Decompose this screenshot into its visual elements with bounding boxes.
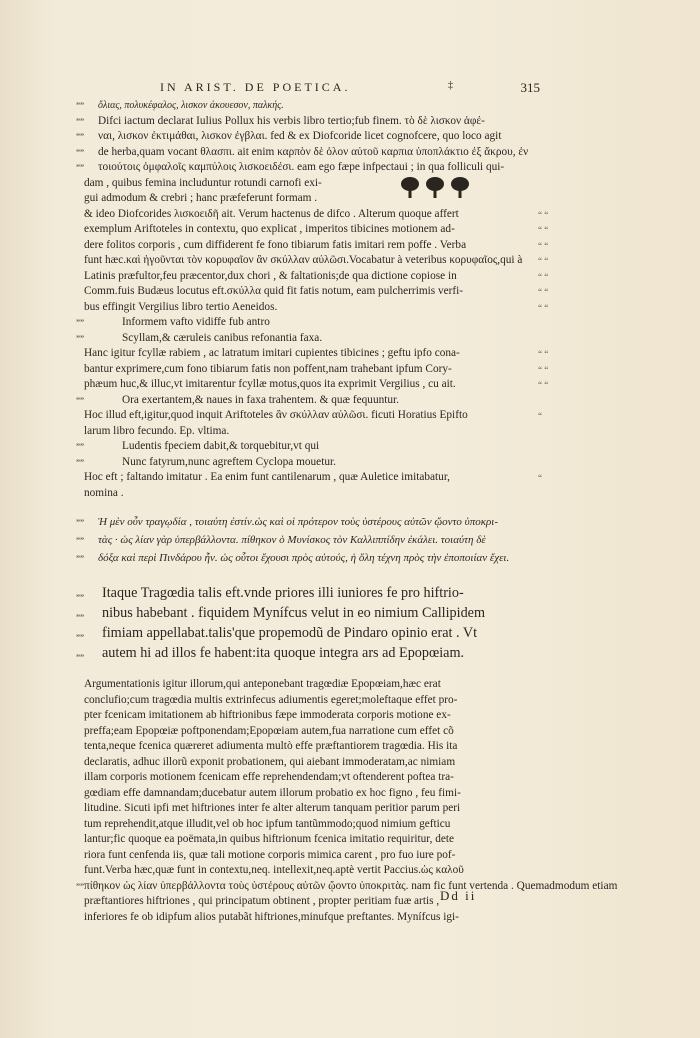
quote-marker: ”” [76, 653, 84, 663]
page-body [76, 98, 618, 925]
line-text: Informem vafto vidiffe fub antro [122, 316, 270, 328]
text-line [78, 176, 548, 192]
commentary-block-2 [76, 677, 618, 925]
quote-marker: ”” [76, 518, 84, 528]
right-marker: “ “ [538, 364, 549, 375]
signature-mark: Dd ii [440, 888, 477, 903]
latin-line [78, 623, 548, 643]
quote-marker: ”” [76, 442, 84, 452]
line-text: gœdiam effe damnandam;ducebatur autem illorum probatio ex hoc figno , feu fimi- [84, 786, 461, 799]
right-marker: “ “ [538, 271, 549, 282]
line-text: preffa;eam Epopœiæ poftponendam;Epopœiam autem,fua narratione cum effet cõ [84, 724, 454, 737]
line-text: de herba,quam vocant θλασπι. ait enim καρπὸν δὲ ὀλον αὐτοῦ καρπια ὑποπλάκτιο ἐξ ἄκρου, ἐν [98, 145, 529, 158]
text-line [78, 222, 548, 238]
line-text: Comm.fuis Budæus locutus eft.σκύλλα quid fit fatis notum, eam pulcherrimis verfi- [84, 285, 464, 297]
line-text: funt.Verba hæc,quæ funt in contextu,neq. intellexit,neq.aptè vertit Paccius.ὡς καλοῦ [84, 864, 464, 876]
running-header [160, 80, 540, 100]
latin-line [78, 643, 548, 663]
text-line [78, 238, 548, 254]
line-text: bantur exprimere,cum fono tibiarum fatis non poffent,nam trahebant ipfum Cory- [84, 362, 452, 375]
quote-marker: ”” [76, 101, 84, 111]
quote-marker: ”” [76, 613, 84, 623]
commentary-block-1 [78, 98, 548, 501]
quote-marker: ”” [76, 318, 84, 328]
quote-marker: ”” [76, 147, 84, 158]
quote-marker: ”” [76, 593, 84, 603]
running-title: IN ARIST. DE POETICA. [160, 80, 351, 94]
text-line [78, 393, 548, 409]
line-text: præftantiores hiftriones , qui principatum obtinent , propter peritiam fuæ artis , [84, 895, 440, 907]
right-marker: “ “ [538, 256, 549, 266]
line-text: tum reprehendit,atque illudit,vel ob hoc ipfum tantũmmodo;quod nimium gefticu [84, 817, 451, 830]
text-line [78, 786, 548, 802]
text-line [78, 377, 548, 393]
text-line [78, 315, 548, 331]
line-text: lantur;fic quoque ea poëmata,in quibus hiftrionum fcenica imitatio requiritur, dete [84, 833, 455, 845]
greek-line [78, 551, 548, 569]
text-line [78, 284, 548, 300]
line-text: tenta,neque fcenica quæreret adiumenta multò effe præftantiorem tragœdia. His ita [84, 740, 458, 752]
line-text: inferiores fe ob idipfum alios putabãt hiftriones,minufque preftantes. Mynífcus igi- [84, 910, 459, 923]
line-text: τοιούτοις ὀμφαλοῖς καμπύλοις λισκοειδέσι. eam ego fæpe infpectaui ; in qua folliculi qui- [98, 161, 505, 173]
quote-marker: ”” [76, 333, 84, 344]
page-number: 315 [520, 80, 540, 95]
text-line [78, 253, 548, 269]
right-marker: “ “ [538, 380, 549, 390]
text-line [78, 755, 548, 771]
quote-marker: ”” [76, 132, 84, 142]
text-line [78, 739, 548, 755]
line-text: illam corporis motionem fcenicam effe reprehendendam;vt oftenderent poftea tra- [84, 771, 454, 783]
text-line [78, 331, 548, 347]
text-line [78, 486, 548, 502]
text-line [78, 160, 548, 176]
right-marker: “ [538, 411, 542, 421]
line-text: Ora exertantem,& naues in faxa trahentem. & quæ fequuntur. [122, 393, 399, 406]
line-text: gui admodum & crebri ; hanc præfeferunt formam . [84, 192, 318, 204]
text-line [78, 408, 548, 424]
latin-line [78, 583, 548, 603]
right-marker: “ “ [538, 287, 549, 297]
text-line [78, 770, 548, 786]
text-line [78, 439, 548, 455]
line-text: ὅλιας, πολυκέφαλος, λισκον ἀκουεσον, παλκής. [98, 100, 284, 111]
line-text: bus effingit Vergilius libro tertio Aeneidos. [84, 300, 278, 313]
text-line [78, 269, 548, 285]
text-line [78, 910, 548, 926]
text-line [78, 693, 548, 709]
latin-translation-block [78, 583, 548, 663]
text-line [78, 470, 548, 486]
quote-marker: ”” [76, 633, 84, 643]
quote-marker: ”” [76, 457, 84, 468]
quote-marker: ”” [76, 554, 84, 564]
line-text: phæum huc,& illuc,vt imitarentur fcyllæ motus,quos ita exprimit Vergilius , cu ait. [84, 378, 456, 390]
text-line [78, 300, 548, 316]
text-line [78, 362, 548, 378]
text-line [78, 191, 548, 207]
text-line [78, 114, 548, 130]
greek-line [78, 515, 548, 533]
quote-marker: ”” [76, 536, 84, 546]
text-line [78, 724, 548, 740]
text-line [78, 145, 548, 161]
latin-line [78, 603, 548, 623]
text-line [78, 98, 548, 114]
quote-marker: ”” [76, 163, 84, 173]
right-marker: “ “ [538, 302, 549, 313]
line-text: Hoc eft ; faltando imitatur . Ea enim funt cantilenarum , quæ Auletice imitabatur, [84, 471, 450, 483]
line-text: dere folitos corporis , cum diffiderent fe fono tibiarum fatis imitari rem poffe . Verba [84, 238, 467, 251]
text-line [78, 817, 548, 833]
line-text: δόξα καὶ περὶ Πινδάρου ἦν. ὡς οὗτοι ἔχουσι πρὸς αὐτούς, ἡ ὅλη τέχνη πρὸς τὴν ἐποποιίαν ἔχει. [98, 552, 510, 564]
line-text: autem hi ad illos fe habent:ita quoque integra ars ad Epopœiam. [102, 645, 465, 661]
text-line [76, 879, 618, 895]
right-marker: “ “ [538, 240, 549, 251]
line-text: pter fcenicam imitationem ab hiftrionibus fæpe immoderata corporis motione ex- [84, 709, 451, 721]
line-text: dam , quibus femina includuntur rotundi carnofi exi- [84, 176, 322, 189]
right-marker: “ “ [538, 225, 549, 235]
line-text: riora funt cenfenda iis, quæ tali motione corporis mimica carent , pro fuo iure pof- [84, 848, 456, 861]
text-line [78, 346, 548, 362]
line-text: Scyllam,& cæruleis canibus refonantia faxa. [122, 331, 323, 344]
line-text: Hoc illud eft,igitur,quod inquit Ariftoteles ἂν σκύλλαν αὐλῶσι. ficuti Horatius Epifto [84, 409, 468, 421]
line-text: declaratis, adhuc illorũ exponit probationem, qui aiebant immoderatam,ac nimiam [84, 755, 456, 768]
right-marker: “ [538, 473, 542, 483]
line-text: τὰς · ὡς λίαν γὰρ ὑπερβάλλοντα. πίθηκον ὁ Μυνίσκος τὸν Καλλιππίδην ἐκάλει. τοιαύτη δὲ [98, 534, 486, 546]
line-text: Nunc fatyrum,nunc agreftem Cyclopa mouetur. [122, 455, 336, 468]
line-text: exemplum Ariftoteles in contextu, quo explicat , imperitos tibicines motionem ad- [84, 223, 455, 235]
line-text: nibus habebant . fiquidem Mynífcus velut in eo nimium Callipidem [102, 605, 486, 621]
line-text: Latinis præfultor,feu præcentor,dux chori , & faltationis;de qua dictione copiose in [84, 269, 457, 282]
text-line [78, 801, 548, 817]
line-text: larum libro fecundo. Ep. vltima. [84, 424, 230, 437]
header-mark: ‡ [448, 80, 456, 91]
line-text: & ideo Diofcorides λισκοειδῆ ait. Verum hactenus de difco . Alterum quoque affert [84, 207, 459, 220]
text-line [78, 455, 548, 471]
right-marker: “ “ [538, 209, 549, 220]
right-marker: “ “ [538, 349, 549, 359]
line-text: nomina . [84, 486, 124, 499]
greek-text-block [78, 515, 548, 569]
line-text: Ludentis fpeciem dabit,& torquebitur,vt qui [122, 440, 320, 452]
greek-line [78, 533, 548, 551]
text-line [78, 848, 548, 864]
line-text: Itaque Tragœdia talis eft.vnde priores illi iuniores fe pro hiftrio- [102, 585, 464, 601]
quote-marker: ”” [76, 881, 84, 892]
line-text: Ἡ μὲν οὖν τραγῳδία , τοιαύτη ἐστίν.ὡς καὶ οἱ πρότερον τοὺς ὑστέρους αὐτῶν ᾤοντο ὑποκρι- [98, 516, 499, 528]
quote-marker: ”” [76, 395, 84, 406]
text-line [78, 894, 548, 910]
line-text: Difci iactum declarat Iulius Pollux his verbis libro tertio;fub finem. τὸ δὲ λισκον ἀφέ- [98, 114, 485, 127]
line-text: Argumentationis igitur illorum,qui anteponebant tragœdiæ Epopœiam,hæc erat [84, 678, 441, 690]
line-text: ναι, λισκον ἐκτιμάθαι, λισκον ἐγβλαι. fed & ex Diofcoride licet cognofcere, quo loco agit [98, 130, 502, 142]
text-line [78, 424, 548, 440]
text-line [78, 677, 548, 693]
text-line [78, 129, 548, 145]
line-text: Hanc igitur fcyllæ rabiem , ac latratum imitari cupientes tibicines ; geftu ipfo cona- [84, 347, 460, 359]
line-text: litudine. Sicuti ipfi met hiftriones inter fe alter alterum tanquam peritior parum peri [84, 802, 461, 814]
text-line [78, 863, 548, 879]
line-text: conclufio;cum tragœdia multis extrinfecus adiumentis egeret;moleftaque effet pro- [84, 693, 458, 706]
line-text: fimiam appellabat.talis'que propemodũ de Pindaro opinio erat . Vt [102, 625, 478, 641]
text-line [78, 832, 548, 848]
text-line [78, 708, 548, 724]
line-text: πίθηκον ὡς λίαν ὑπερβάλλοντα τοὺς ὑστέρους αὐτῶν ᾤοντο ὑποκριτὰς. nam fic funt vertenda . Quemadmodum etiam [84, 879, 618, 892]
line-text: funt hæc.καὶ ἡγοῦνται τὸν κορυφαῖον ἂν σκύλλαν αὐλῶσι.Vocabatur à veteribus κορυφαῖος,qui à [84, 254, 523, 266]
quote-marker: ”” [76, 116, 84, 127]
text-line [78, 207, 548, 223]
